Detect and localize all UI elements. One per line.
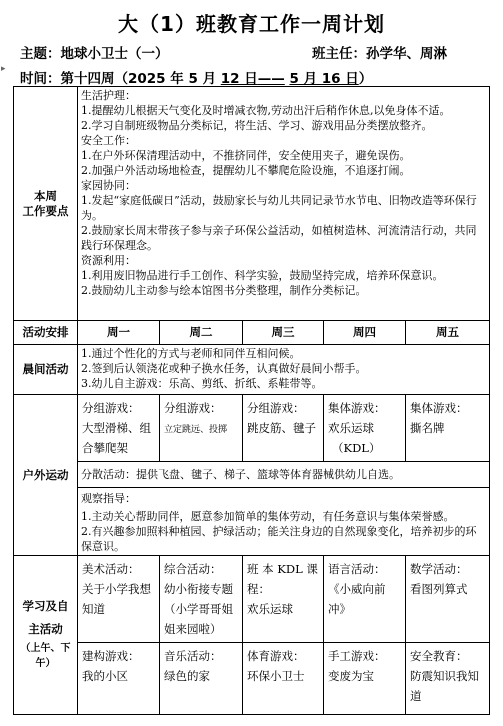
outdoor-group-body: 大型滑梯、组合攀爬架 — [82, 421, 151, 455]
focus-row — [14, 87, 490, 321]
period-start: 12 日 — [220, 71, 258, 87]
day-wednesday: 周三 — [243, 321, 324, 345]
teacher-label: 班主任： — [312, 46, 366, 62]
focus-item: 1.发起“家庭低碳日”活动，鼓励家长与幼儿共同记录节水节电、旧物改造等环保行为。 — [81, 194, 477, 222]
outdoor-group-fri — [406, 395, 490, 462]
focus-label-2: 工作要点 — [22, 203, 69, 218]
outdoor-group-wed — [243, 395, 324, 462]
learning-title: 数学活动： — [410, 562, 468, 576]
learning-row-1 — [14, 556, 490, 643]
learning-title: 建构游戏： — [82, 649, 140, 663]
period-line — [20, 67, 372, 87]
learning-title: 音乐活动： — [164, 649, 222, 663]
teacher-line — [312, 42, 447, 62]
page-title: 大（1）班教育工作一周计划 — [118, 12, 385, 36]
focus-group-title: 家园协同： — [81, 179, 136, 192]
teacher-value: 孙学华、周淋 — [366, 46, 447, 62]
outdoor-group-title: 分组游戏： — [247, 401, 305, 415]
learning-title: 美术活动： — [82, 562, 140, 576]
learning-cell-fri-2 — [406, 643, 490, 715]
morning-item: 1.通过个性化的方式与老师和同伴互相问候。 — [81, 347, 301, 360]
outdoor-group-extra: （KDL） — [332, 441, 381, 455]
day-friday: 周五 — [406, 321, 490, 345]
learning-cell-thu — [324, 556, 406, 643]
focus-item: 2.鼓励幼儿主动参与绘本馆图书分类整理，制作分类标记。 — [81, 284, 367, 297]
outdoor-group-body: 欢乐运球 — [328, 421, 374, 435]
outdoor-observe-row — [14, 488, 490, 556]
learning-cell-tue — [160, 556, 243, 643]
period-sep: —— — [257, 71, 285, 87]
outdoor-group-title: 分组游戏： — [82, 401, 140, 415]
outdoor-group-body: 立定跳远、投掷 — [164, 425, 228, 435]
morning-row — [14, 345, 490, 395]
schedule-label: 活动安排 — [14, 321, 78, 345]
focus-group-title: 安全工作： — [81, 134, 136, 147]
focus-label-1: 本周 — [34, 188, 57, 203]
learning-cell-mon-2 — [78, 643, 160, 715]
day-monday: 周一 — [78, 321, 160, 345]
outdoor-observe — [78, 488, 490, 556]
learning-body: 欢乐运球 — [247, 602, 293, 616]
outdoor-scatter-row — [14, 462, 490, 488]
learning-body: 我的小区 — [82, 669, 128, 683]
learning-label — [14, 556, 78, 715]
focus-item: 1.利用废旧物品进行手工创作、科学实验，鼓励坚持完成，培养环保意识。 — [81, 269, 444, 282]
theme-value: 地球小卫士（一） — [60, 46, 169, 62]
learning-row-2 — [14, 643, 490, 715]
outdoor-group-title: 集体游戏： — [328, 401, 386, 415]
focus-content-cell — [78, 87, 490, 321]
learning-body: 看图列算式 — [410, 582, 468, 596]
morning-label: 晨间活动 — [14, 345, 78, 395]
learning-body: 防震知识我知道 — [410, 669, 479, 703]
focus-item: 2.加强户外活动场地检查，提醒幼儿不攀爬危险设施，不追逐打闹。 — [81, 164, 411, 177]
learning-label-1: 学习及自 — [22, 599, 69, 613]
schedule-row — [14, 321, 490, 345]
outdoor-scatter: 分散活动：提供飞盘、毽子、梯子、篮球等体育器械供幼儿自选。 — [78, 462, 490, 488]
outdoor-label: 户外运动 — [14, 395, 78, 556]
focus-group-title: 资源利用： — [81, 254, 136, 267]
learning-title: 手工游戏： — [328, 649, 386, 663]
focus-item: 2.学习自制班级物品分类标记，将生活、学习、游戏用品分类摆放整齐。 — [81, 119, 433, 132]
outdoor-group-thu — [324, 395, 406, 462]
day-thursday: 周四 — [324, 321, 406, 345]
learning-label-3: （上午、下午） — [20, 643, 71, 669]
period-end: 5 月 16 日 — [289, 71, 359, 87]
day-tuesday: 周二 — [160, 321, 243, 345]
learning-cell-fri — [406, 556, 490, 643]
learning-cell-wed — [243, 556, 324, 643]
learning-body: 幼小衔接专题（小学哥哥姐姐来园啦） — [164, 582, 233, 636]
theme-line — [20, 42, 169, 62]
morning-item: 2.签到后认领浇花或种子换水任务，认真做好晨间小帮手。 — [81, 362, 367, 375]
focus-label-cell — [14, 87, 78, 321]
outdoor-group-tue — [160, 395, 243, 462]
learning-body: 变废为宝 — [328, 669, 374, 683]
learning-title: 语言活动： — [328, 562, 386, 576]
learning-title: 安全教育： — [410, 649, 468, 663]
learning-body: 关于小学我想知道 — [82, 582, 151, 616]
learning-cell-mon — [78, 556, 160, 643]
observe-item: 1.主动关心帮助同伴，愿意参加简单的集体劳动，有任务意识与集体荣誉感。 — [81, 510, 455, 523]
observe-title: 观察指导： — [81, 492, 136, 505]
outdoor-group-row — [14, 395, 490, 462]
learning-cell-thu-2 — [324, 643, 406, 715]
learning-title: 综合活动： — [164, 562, 222, 576]
weekly-plan-table — [13, 86, 490, 715]
outdoor-group-title: 分组游戏： — [164, 401, 222, 415]
outdoor-group-mon — [78, 395, 160, 462]
period-week: 第十四周（2025 年 5 月 — [60, 71, 217, 87]
learning-cell-wed-2 — [243, 643, 324, 715]
learning-label-2: 主活动 — [28, 622, 63, 636]
observe-item: 2.有兴趣参加照料种植园、护绿活动；能关注身边的自然现象变化，培养初步的环保意识。 — [81, 525, 477, 553]
focus-item: 1.在户外环保清理活动中，不推挤同伴，安全使用夹子，避免误伤。 — [81, 149, 411, 162]
outdoor-group-title: 集体游戏： — [410, 401, 468, 415]
period-close: ） — [358, 71, 373, 87]
learning-title: 班 本 KDL 课 程： — [247, 562, 318, 596]
learning-body: 绿色的家 — [164, 669, 210, 683]
period-label: 时间： — [20, 71, 61, 87]
learning-body: 《小威向前冲》 — [328, 582, 386, 616]
focus-item: 1.提醒幼儿根据天气变化及时增减衣物,劳动出汗后稍作休息,以免身体不适。 — [81, 104, 451, 117]
focus-group-title: 生活护理： — [81, 89, 136, 102]
theme-label: 主题： — [20, 46, 61, 62]
outdoor-group-body: 撕名牌 — [410, 421, 445, 435]
learning-title: 体育游戏： — [247, 649, 305, 663]
morning-content — [78, 345, 490, 395]
learning-cell-tue-2 — [160, 643, 243, 715]
outdoor-group-body: 跳皮筋、毽子 — [247, 421, 316, 435]
learning-body: 环保小卫士 — [247, 669, 305, 683]
focus-item: 2.鼓励家长周末带孩子参与亲子环保公益活动，如植树造林、河流清洁行动，共同践行环保理念。 — [81, 224, 477, 252]
section-marker: ▸ — [1, 64, 6, 74]
morning-item: 3.幼儿自主游戏：乐高、剪纸、折纸、系鞋带等。 — [81, 377, 323, 390]
